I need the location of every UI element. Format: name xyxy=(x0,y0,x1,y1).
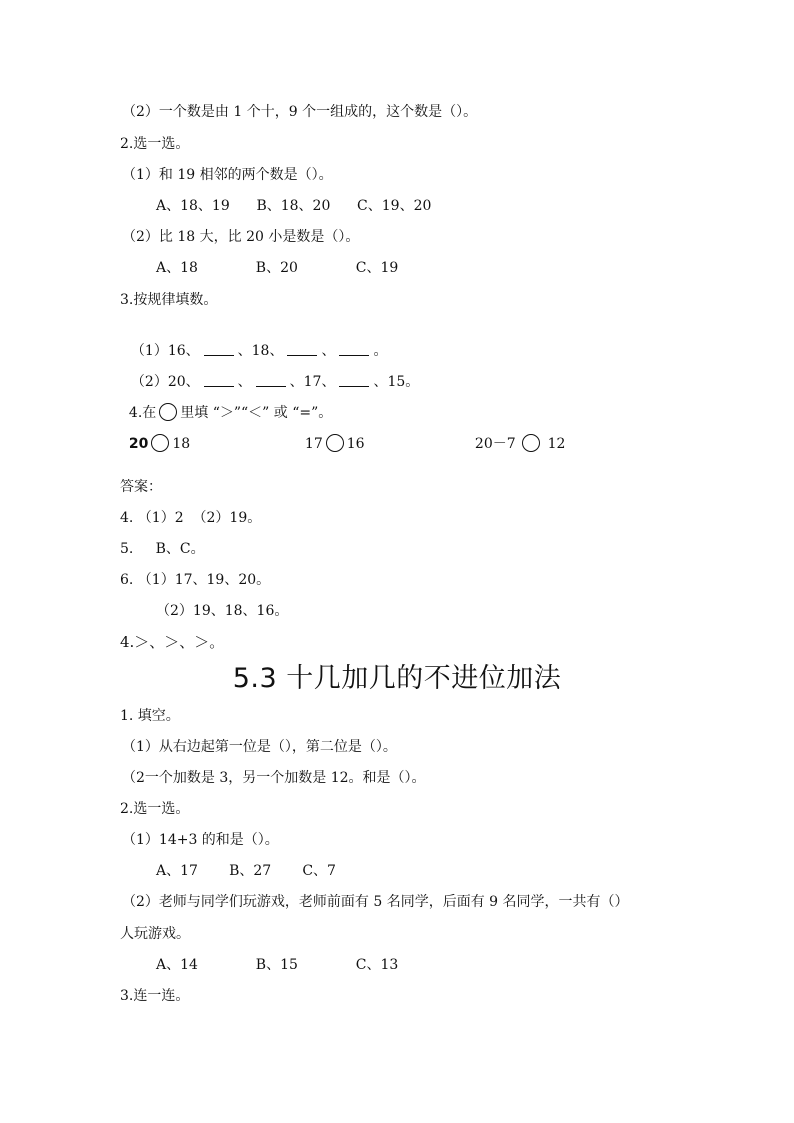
question-text: （2）比 18 大，比 20 小是数是（）。 xyxy=(122,229,360,245)
answer-line: （2）19、18、16。 xyxy=(156,603,289,619)
question-heading: 3.连一连。 xyxy=(120,988,190,1004)
question-heading: 1. 填空。 xyxy=(120,708,180,724)
answers-label: 答案： xyxy=(120,479,162,495)
question-text: （1）和 19 相邻的两个数是（）。 xyxy=(122,167,333,183)
question-heading: 3.按规律填数。 xyxy=(120,292,218,308)
compare-left: 17 xyxy=(304,436,323,452)
compare-right: 12 xyxy=(547,436,566,452)
sequence-text: 、18、 xyxy=(237,343,284,359)
compare-right: 18 xyxy=(172,436,191,452)
circle-icon xyxy=(151,434,169,452)
question-text: （1）从右边起第一位是（），第二位是（）。 xyxy=(122,739,397,755)
question-heading: 2.选一选。 xyxy=(120,136,190,152)
answer-options: A、18、19 B、18、20 C、19、20 xyxy=(156,198,432,214)
sequence-text: 、 xyxy=(321,343,336,359)
compare-left: 20 xyxy=(128,436,149,452)
answer-line: 6. （1）17、19、20。 xyxy=(120,572,271,588)
sequence-text: 、15。 xyxy=(373,374,420,390)
sequence-text: （1）16、 xyxy=(130,343,200,359)
fill-blank xyxy=(339,373,369,387)
answer-line: 5. B、C。 xyxy=(120,541,205,557)
heading-text: 4.在 xyxy=(128,405,157,421)
compare-left: 20－7 xyxy=(474,436,516,452)
sequence-text: 。 xyxy=(373,343,388,359)
answer-options: A、14 B、15 C、13 xyxy=(156,957,399,973)
question-text: （1）14+3 的和是（）。 xyxy=(122,832,279,848)
sequence-text: 、 xyxy=(237,374,252,390)
comparison-2 xyxy=(296,414,365,454)
comparison-1 xyxy=(120,414,190,454)
answer-line: 4.＞、＞、＞。 xyxy=(120,633,225,651)
sequence-text: 、17、 xyxy=(289,374,336,390)
question-text: （2）一个数是由 1 个十，9 个一组成的，这个数是（）。 xyxy=(122,104,478,120)
question-heading: 2.选一选。 xyxy=(120,801,190,817)
circle-icon xyxy=(522,434,540,452)
compare-right: 16 xyxy=(346,436,365,452)
heading-text: 里填 “＞”“＜” 或 “=”。 xyxy=(180,405,333,421)
question-text: 人玩游戏。 xyxy=(120,926,190,942)
comparison-3 xyxy=(466,414,565,454)
answer-line: 4. （1）2 （2）19。 xyxy=(120,510,262,526)
answer-options: A、18 B、20 C、19 xyxy=(156,260,399,276)
circle-icon xyxy=(326,434,344,452)
question-text: （2一个加数是 3，另一个加数是 12。和是（）。 xyxy=(122,770,426,786)
section-title: 5.3 十几加几的不进位加法 xyxy=(232,663,562,694)
sequence-text: （2）20、 xyxy=(130,374,200,390)
answer-options: A、17 B、27 C、7 xyxy=(156,863,336,879)
question-text: （2）老师与同学们玩游戏，老师前面有 5 名同学，后面有 9 名同学，一共有（） xyxy=(122,894,629,910)
